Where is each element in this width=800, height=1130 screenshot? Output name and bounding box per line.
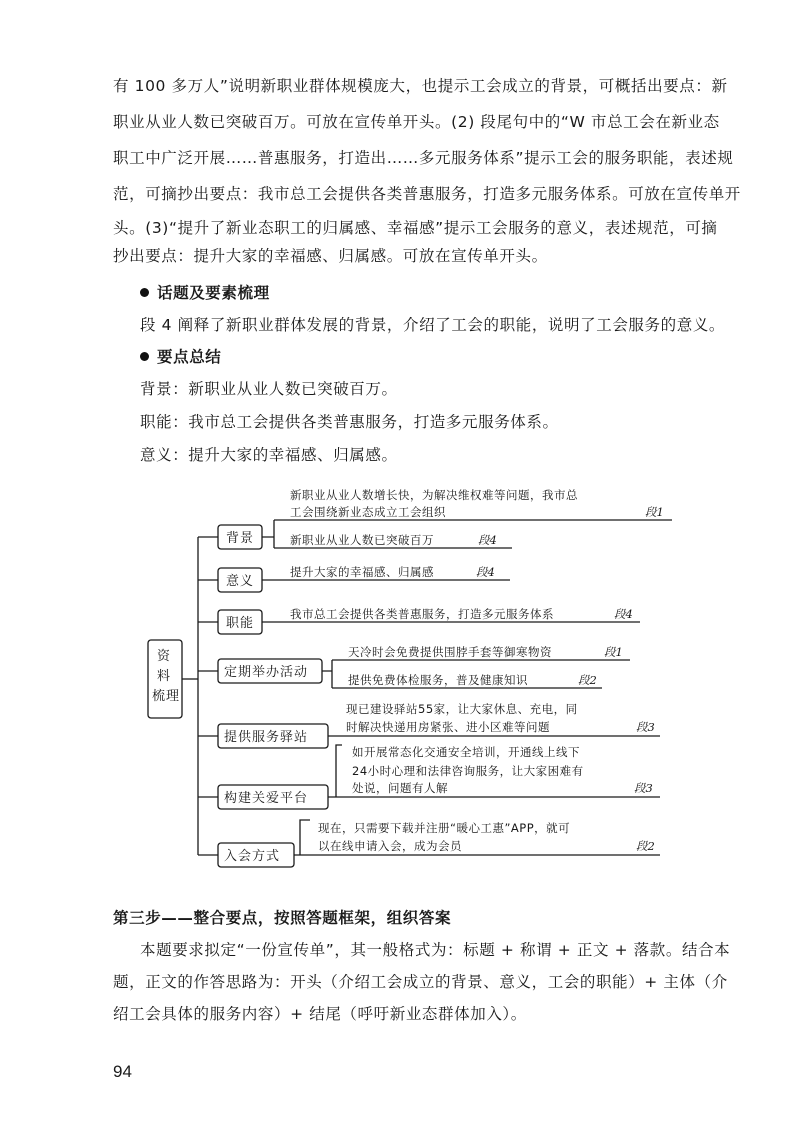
leaf-text: 我市总工会提供各类普惠服务，打造多元服务体系: [290, 607, 554, 621]
paragraph-line: 有 100 多万人”说明新职业群体规模庞大，也提示工会成立的背景，可概括出要点：新: [113, 77, 728, 95]
leaf-text: 天冷时会免费提供围脖手套等御寒物资: [348, 645, 552, 659]
mindmap-root-char: 梳理: [152, 689, 181, 704]
branch-label: 背景: [226, 531, 255, 546]
leaf-source: 段2: [578, 673, 597, 687]
paragraph-line: 抄出要点：提升大家的幸福感、归属感。可放在宣传单开头。: [113, 247, 548, 265]
leaf-text: 以在线申请入会，成为会员: [318, 839, 462, 853]
summary-heading: 要点总结: [140, 347, 221, 367]
paragraph-line: 职工中广泛开展……普惠服务，打造出……多元服务体系”提示工会的服务职能，表述规: [113, 149, 734, 167]
leaf-text: 24小时心理和法律咨询服务，让大家困难有: [352, 764, 584, 778]
leaf-source: 段3: [634, 781, 653, 795]
branch-label: 职能: [226, 616, 255, 631]
paragraph-line: 职业从业人数已突破百万。可放在宣传单开头。(2) 段尾句中的“W 市总工会在新业态: [113, 113, 720, 131]
leaf-source: 段4: [614, 607, 633, 621]
leaf-text: 工会围绕新业态成立工会组织: [290, 505, 446, 519]
leaf-text: 新职业从业人数增长快，为解决维权难等问题，我市总: [290, 488, 578, 502]
mindmap-root-char: 料: [157, 669, 172, 684]
summary-item: 背景：新职业从业人数已突破百万。: [140, 380, 398, 398]
leaf-source: 段2: [636, 839, 655, 853]
topic-text: 段 4 阐释了新职业群体发展的背景，介绍了工会的职能，说明了工会服务的意义。: [140, 316, 726, 334]
summary-item: 职能：我市总工会提供各类普惠服务，打造多元服务体系。: [140, 413, 559, 431]
closing-line: 本题要求拟定“一份宣传单”，其一般格式为：标题 + 称谓 + 正文 + 落款。结合本: [140, 941, 731, 959]
page-number: 94: [113, 1062, 132, 1081]
leaf-text: 如开展常态化交通安全培训，开通线上线下: [352, 745, 580, 759]
closing-line: 绍工会具体的服务内容）+ 结尾（呼吁新业态群体加入）。: [113, 1005, 527, 1023]
leaf-source: 段4: [478, 533, 497, 547]
step-heading: 第三步——整合要点，按照答题框架，组织答案: [113, 909, 452, 927]
leaf-text: 时解决快递用房紧张、进小区难等问题: [346, 720, 550, 734]
leaf-text: 提升大家的幸福感、归属感: [290, 565, 434, 579]
leaf-source: 段1: [604, 645, 623, 659]
topic-heading: 话题及要素梳理: [140, 283, 270, 303]
branch-label: 入会方式: [224, 849, 281, 864]
paragraph-line: 范，可摘抄出要点：我市总工会提供各类普惠服务，打造多元服务体系。可放在宣传单开: [113, 185, 741, 203]
leaf-text: 新职业从业人数已突破百万: [290, 533, 434, 547]
leaf-text: 现已建设驿站55家，让大家休息、充电，同: [346, 702, 578, 716]
leaf-source: 段4: [476, 565, 495, 579]
branch-label: 定期举办活动: [224, 665, 309, 680]
closing-line: 题，正文的作答思路为：开头（介绍工会成立的背景、意义，工会的职能）+ 主体（介: [113, 973, 728, 991]
leaf-source: 段3: [636, 720, 655, 734]
summary-item: 意义：提升大家的幸福感、归属感。: [140, 446, 398, 464]
branch-label: 构建关爱平台: [224, 791, 309, 806]
branch-label: 意义: [226, 574, 255, 589]
leaf-text: 提供免费体检服务，普及健康知识: [348, 673, 528, 687]
leaf-text: 处说，问题有人解: [352, 781, 448, 795]
leaf-text: 现在，只需要下载并注册“暖心工惠”APP，就可: [318, 821, 571, 835]
branch-label: 提供服务驿站: [224, 730, 309, 745]
paragraph-line: 头。(3)“提升了新业态职工的归属感、幸福感”提示工会服务的意义，表述规范，可摘: [113, 219, 718, 237]
leaf-source: 段1: [645, 505, 664, 519]
mindmap-root-char: 资: [157, 649, 172, 664]
